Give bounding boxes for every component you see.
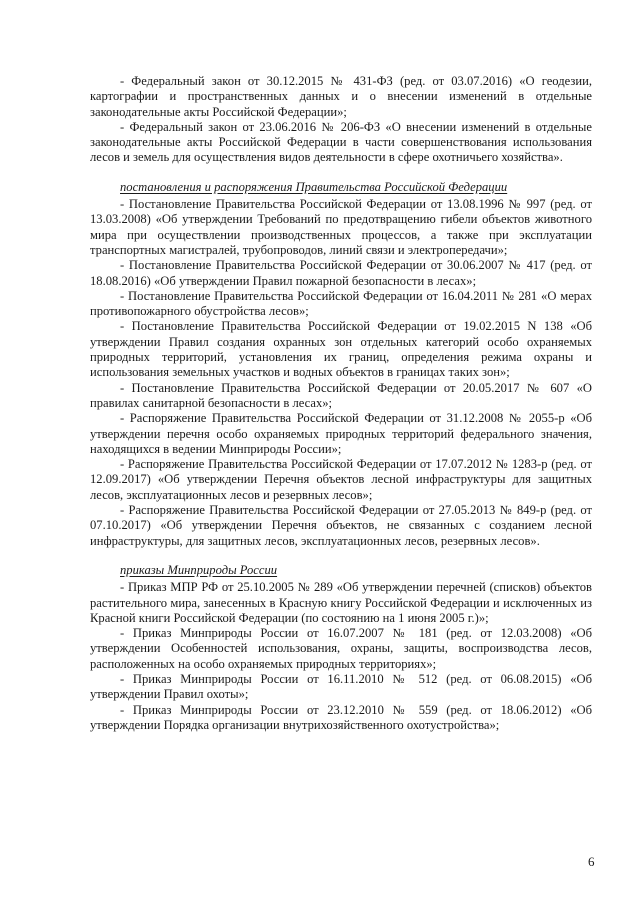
document-page (90, 74, 592, 733)
government-decree-997-paragraph: - Постановление Правительства Российской Федерации от 13.08.1996 № 997 (ред. от 13.03.2008) «Об утверждении Требований по предотвращению гибели объектов животного мира при осуществлении производственных процессов, а также при эксплуатации транспортных магистралей, трубопроводов, линий связи и электропередачи»; (90, 197, 592, 257)
law-206-fz-paragraph: - Федеральный закон от 23.06.2016 № 206-ФЗ «О внесении изменений в отдельные законодательные акты Российской Федерации в части совершенствования использования лесов и земель для осуществления видов деятельности в сфере охотничьего хозяйства». (90, 119, 592, 165)
ministry-order-289-paragraph: - Приказ МПР РФ от 25.10.2005 № 289 «Об утверждении перечней (списков) объектов растительного мира, занесенных в Красную книгу Российской Федерации и исключенных из Красной книги Российской Федерации (по состоянию на 1 июня 2005 г.)»; (90, 580, 592, 625)
government-order-849-paragraph: - Распоряжение Правительства Российской Федерации от 27.05.2013 № 849-р (ред. от 07.10.2017) «Об утверждении Перечня объектов, не связанных с созданием лесной инфраструктуры, для защитных лесов, эксплуатационных лесов, резервных лесов». (90, 503, 592, 548)
page-number: 6 (588, 854, 595, 869)
ministry-orders-heading: приказы Минприроды России (120, 562, 278, 577)
ministry-order-181-paragraph: - Приказ Минприроды России от 16.07.2007 № 181 (ред. от 12.03.2008) «Об утверждении Особенностей использования, охраны, защиты, воспроизводства лесов, расположенных на особо охраняемых природных территориях»; (90, 626, 592, 671)
government-acts-heading: постановления и распоряжения Правительства Российской Федерации (120, 179, 508, 194)
government-order-1283-paragraph: - Распоряжение Правительства Российской Федерации от 17.07.2012 № 1283-р (ред. от 12.09.2017) «Об утверждении Перечня объектов лесной инфраструктуры для защитных лесов, эксплуатационных лесов и резервных лесов»; (90, 457, 592, 502)
government-decree-607-paragraph: - Постановление Правительства Российской Федерации от 20.05.2017 № 607 «О правилах санитарной безопасности в лесах»; (90, 380, 592, 410)
ministry-order-512-paragraph: - Приказ Минприроды России от 16.11.2010 № 512 (ред. от 06.08.2015) «Об утверждении Правил охоты»; (90, 671, 592, 702)
government-decree-281-paragraph: - Постановление Правительства Российской Федерации от 16.04.2011 № 281 «О мерах противопожарного обустройства лесов»; (90, 288, 592, 319)
law-431-fz-paragraph: - Федеральный закон от 30.12.2015 № 431-ФЗ (ред. от 03.07.2016) «О геодезии, картографии и пространственных данных и о внесении изменений в отдельные законодательные акты Российской Федерации»; (90, 74, 592, 119)
ministry-order-559-paragraph: - Приказ Минприроды России от 23.12.2010 № 559 (ред. от 18.06.2012) «Об утверждении Порядка организации внутрихозяйственного охотустройства»; (90, 702, 592, 732)
government-order-2055-paragraph: - Распоряжение Правительства Российской Федерации от 31.12.2008 № 2055-р «Об утверждении перечня особо охраняемых природных территорий федерального значения, находящихся в ведении Минприроды России»; (90, 411, 592, 456)
government-decree-417-paragraph: - Постановление Правительства Российской Федерации от 30.06.2007 № 417 (ред. от 18.08.2016) «Об утверждении Правил пожарной безопасности в лесах»; (90, 258, 592, 288)
government-decree-138-paragraph: - Постановление Правительства Российской Федерации от 19.02.2015 N 138 «Об утверждении Правил создания охранных зон отдельных категорий особо охраняемых природных территорий, установления их границ, определения режима охраны и использования земельных участков и водных объектов в границах таких зон»; (90, 319, 592, 380)
